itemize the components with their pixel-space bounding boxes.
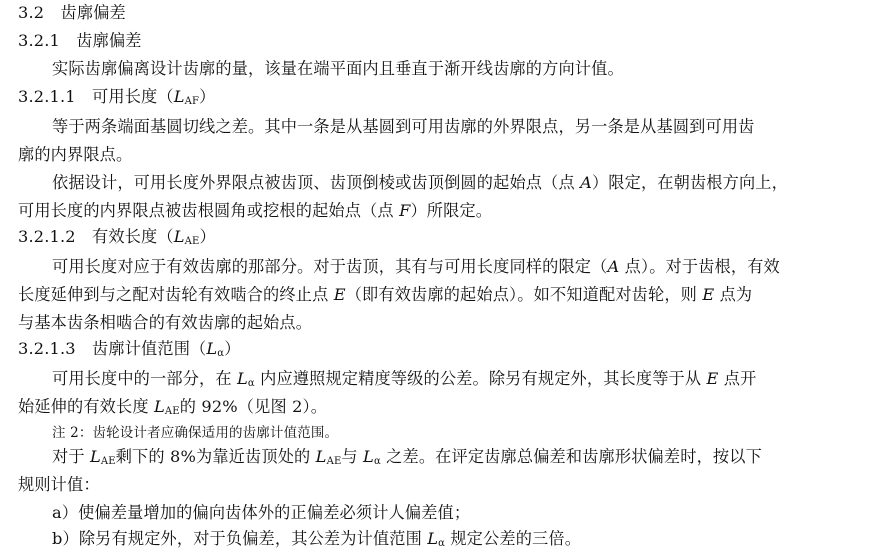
paragraph-3-2-1-2-line3: 与基本齿条相啮合的有效齿廓的起始点。	[18, 313, 313, 332]
note-2: 注 2：齿轮设计者应确保适用的齿廓计值范围。	[52, 425, 339, 441]
list-item-b: b）除另有规定外，对于负偏差，其公差为计值范围 $L_\alpha$ 规定公差的三倍。	[52, 529, 582, 549]
paragraph-3-2-1-3-line1: 可用长度中的一部分，在 $L_\alpha$ 内应遵照规定精度等级的公差。除另有规定外，其长度等于从 E 点开	[52, 369, 757, 389]
paragraph-remainder-line2: 规则计值：	[18, 475, 100, 494]
heading-3-2-1-3: 3.2.1.3 齿廓计值范围$(L_\alpha)$	[18, 339, 241, 359]
paragraph-3-2-1-1b-line1: 依据设计，可用长度外界限点被齿顶、齿顶倒棱或齿顶倒圆的起始点（点 A）限定，在朝齿根方向上，	[52, 173, 788, 192]
heading-3-2-1: 3.2.1 齿廓偏差	[18, 31, 142, 50]
paragraph-3-2-1: 实际齿廓偏离设计齿廓的量，该量在端平面内且垂直于渐开线齿廓的方向计值。	[52, 59, 624, 78]
list-item-a: a）使偏差量增加的偏向齿体外的正偏差必须计人偏差值；	[52, 503, 471, 522]
heading-3-2-1-2: 3.2.1.2 有效长度$(L_{AE})$	[18, 227, 216, 247]
paragraph-3-2-1-2-line2: 长度延伸到与之配对齿轮有效啮合的终止点 E（即有效齿廓的起始点）。如不知道配对齿轮，则 E 点为	[18, 285, 753, 304]
heading-3-2: 3.2 齿廓偏差	[18, 3, 126, 22]
heading-3-2-1-1: 3.2.1.1 可用长度$(L_{AF})$	[18, 87, 216, 107]
paragraph-3-2-1-1b-line2: 可用长度的内界限点被齿根圆角或挖根的起始点（点 F）所限定。	[18, 201, 493, 220]
paragraph-3-2-1-1-line1: 等于两条端面基圆切线之差。其中一条是从基圆到可用齿廓的外界限点，另一条是从基圆到可用齿	[52, 117, 755, 136]
paragraph-remainder-line1: 对于 $L_{AE}$剩下的 8%为靠近齿顶处的 $L_{AE}$与 $L_\alpha$ 之差。在评定齿廓总偏差和齿廓形状偏差时，按以下	[52, 447, 762, 467]
paragraph-3-2-1-1-line2: 廓的内界限点。	[18, 145, 133, 164]
paragraph-3-2-1-2-line1: 可用长度对应于有效齿廓的那部分。对于齿顶，其有与可用长度同样的限定（A 点）。对于齿根，有效	[52, 257, 780, 276]
paragraph-3-2-1-3-line2: 始延伸的有效长度 $L_{AE}$的 92%（见图 2）。	[18, 397, 328, 417]
